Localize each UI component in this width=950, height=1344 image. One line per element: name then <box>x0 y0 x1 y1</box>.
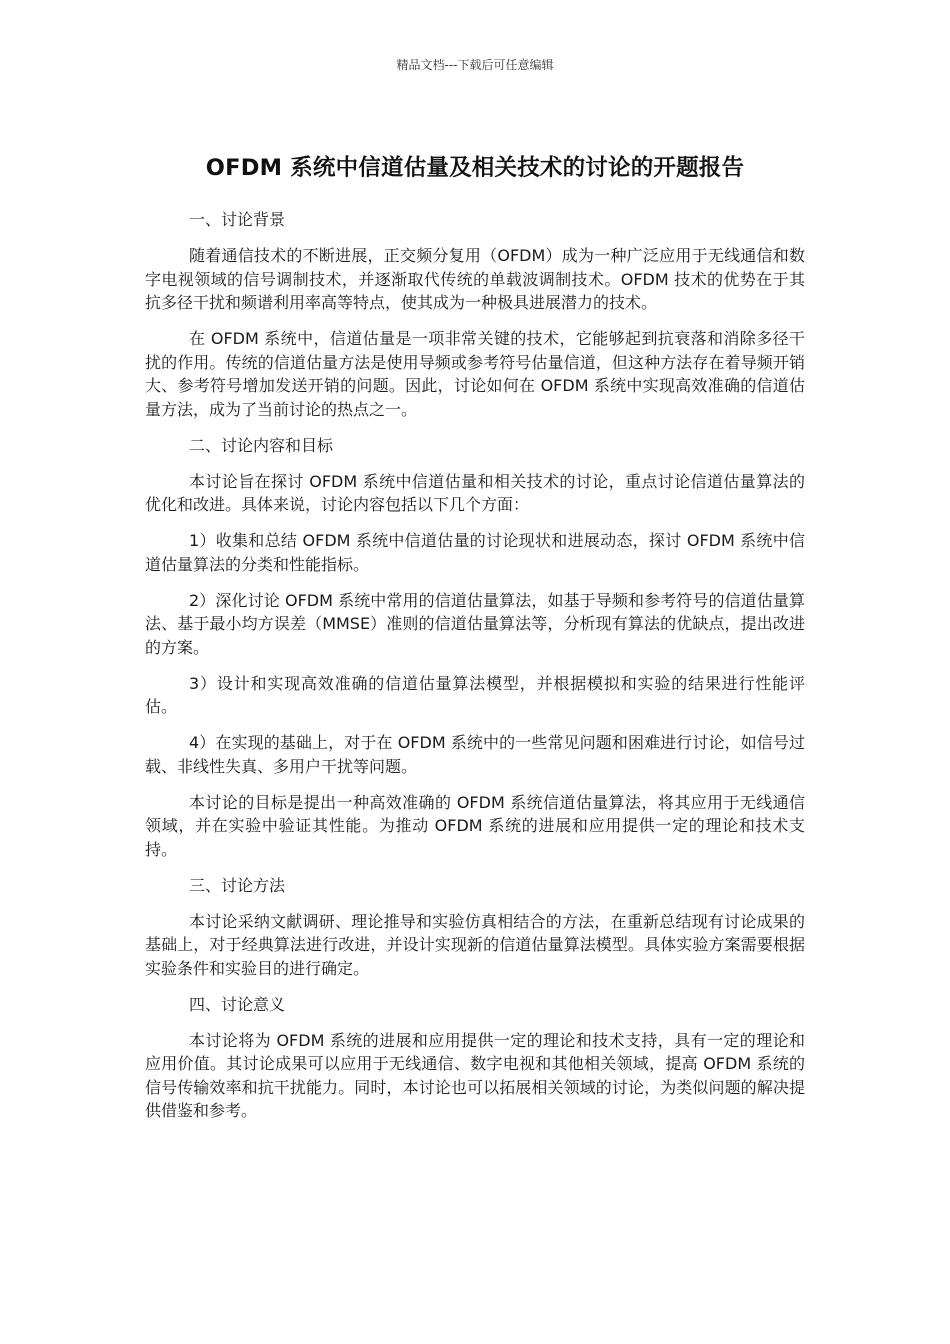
paragraph: 本讨论的目标是提出一种高效准确的 OFDM 系统信道估量算法，将其应用于无线通信领域，并在实验中验证其性能。为推动 OFDM 系统的进展和应用提供一定的理论和技术支持。 <box>145 792 805 859</box>
list-item: 4）在实现的基础上，对于在 OFDM 系统中的一些常见问题和困难进行讨论，如信号过载、非线性失真、多用户干扰等问题。 <box>145 733 805 776</box>
document-title: OFDM 系统中信道估量及相关技术的讨论的开题报告 <box>205 155 745 182</box>
page-header: 精品文档---下载后可任意编辑 <box>396 58 554 72</box>
list-item: 1）收集和总结 OFDM 系统中信道估量的讨论现状和进展动态，探讨 OFDM 系统中信道估量算法的分类和性能指标。 <box>145 531 805 574</box>
list-item: 3）设计和实现高效准确的信道估量算法模型，并根据模拟和实验的结果进行性能评估。 <box>145 673 805 716</box>
paragraph: 本讨论旨在探讨 OFDM 系统中信道估量和相关技术的讨论，重点讨论信道估量算法的优化和改进。具体来说，讨论内容包括以下几个方面： <box>145 471 805 514</box>
paragraph: 在 OFDM 系统中，信道估量是一项非常关键的技术，它能够起到抗衰落和消除多径干扰的作用。传统的信道估量方法是使用导频或参考符号估量信道，但这种方法存在着导频开销大、参考符号增加发送开销的问题。因此，讨论如何在 OFDM 系统中实现高效准确的信道估量方法，成为了当前讨论的热点之一。 <box>145 329 805 419</box>
section-heading-methods: 三、讨论方法 <box>189 875 286 895</box>
section-heading-content-goals: 二、讨论内容和目标 <box>189 435 334 455</box>
section-heading-background: 一、讨论背景 <box>189 210 286 229</box>
list-item: 2）深化讨论 OFDM 系统中常用的信道估量算法，如基于导频和参考符号的信道估量算法、基于最小均方误差（MMSE）准则的信道估量算法等，分析现有算法的优缺点，提出改进的方案。 <box>145 590 805 657</box>
section-heading-significance: 四、讨论意义 <box>189 994 286 1014</box>
paragraph: 本讨论将为 OFDM 系统的进展和应用提供一定的理论和技术支持，具有一定的理论和应用价值。其讨论成果可以应用于无线通信、数字电视和其他相关领域，提高 OFDM 系统的信号传输效率和抗干扰能力。同时，本讨论也可以拓展相关领域的讨论，为类似问题的解决提供借鉴和参考。 <box>145 1030 805 1120</box>
paragraph: 随着通信技术的不断进展，正交频分复用（OFDM）成为一种广泛应用于无线通信和数字电视领域的信号调制技术，并逐渐取代传统的单载波调制技术。OFDM 技术的优势在于其抗多径干扰和频谱利用率高等特点，使其成为一种极具进展潜力的技术。 <box>145 246 805 312</box>
document-body <box>145 208 805 1135</box>
paragraph: 本讨论采纳文献调研、理论推导和实验仿真相结合的方法，在重新总结现有讨论成果的基础上，对于经典算法进行改进，并设计实现新的信道估量算法模型。具体实验方案需要根据实验条件和实验目的进行确定。 <box>145 911 805 978</box>
